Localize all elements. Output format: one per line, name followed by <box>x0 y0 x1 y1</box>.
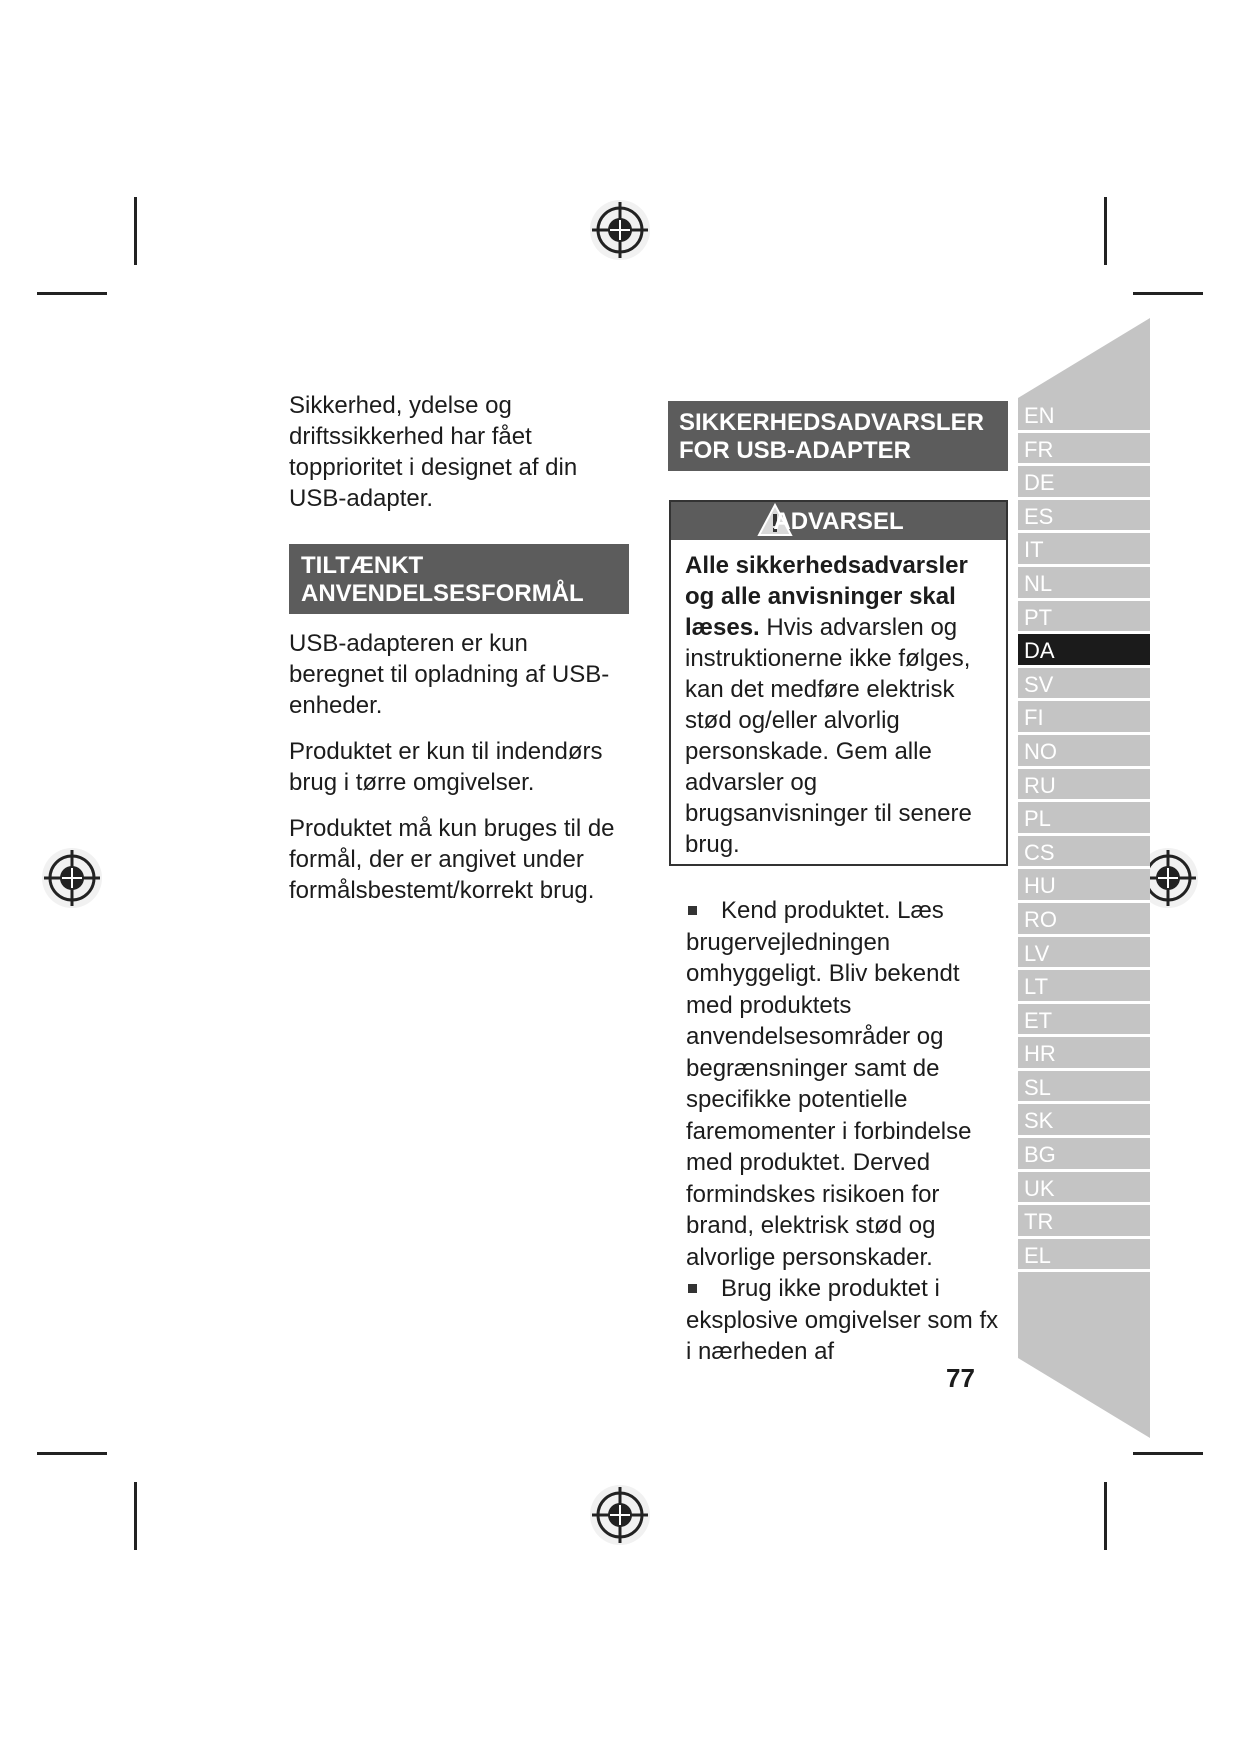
tab-language-lt[interactable]: LT <box>1018 970 1150 1004</box>
crop-mark <box>1104 197 1107 265</box>
crop-mark <box>134 197 137 265</box>
body-paragraph: Produktet må kun bruges til de formål, der er angivet under formålsbestemt/korrekt brug. <box>289 815 615 904</box>
bullet-square-icon <box>688 906 697 915</box>
crop-mark <box>1133 292 1203 295</box>
tab-language-sl[interactable]: SL <box>1018 1071 1150 1105</box>
tab-language-tr[interactable]: TR <box>1018 1205 1150 1239</box>
safety-bullet-list <box>686 895 1006 1368</box>
tab-language-fr[interactable]: FR <box>1018 433 1150 467</box>
tab-language-hu[interactable]: HU <box>1018 869 1150 903</box>
crop-mark <box>37 292 107 295</box>
tab-language-uk[interactable]: UK <box>1018 1172 1150 1206</box>
left-column <box>289 390 629 921</box>
registration-mark-icon <box>580 190 660 270</box>
warning-header <box>671 502 1006 540</box>
body-paragraph: Produktet er kun til indendørs brug i tørre omgivelser. <box>289 738 603 796</box>
tab-language-ru[interactable]: RU <box>1018 769 1150 803</box>
warning-title: ADVARSEL <box>773 508 904 535</box>
section-heading-safety-warnings: SIKKERHEDSADVARSLER FOR USB-ADAPTER <box>668 401 1008 471</box>
bullet-square-icon <box>688 1284 697 1293</box>
tab-language-el[interactable]: EL <box>1018 1239 1150 1273</box>
tab-language-pt[interactable]: PT <box>1018 601 1150 635</box>
tab-language-de[interactable]: DE <box>1018 466 1150 500</box>
tab-language-lv[interactable]: LV <box>1018 937 1150 971</box>
tab-language-et[interactable]: ET <box>1018 1004 1150 1038</box>
tab-language-en[interactable]: EN <box>1018 399 1150 433</box>
body-paragraph: USB-adapteren er kun beregnet til opladning af USB-enheder. <box>289 630 610 719</box>
tab-language-ro[interactable]: RO <box>1018 903 1150 937</box>
language-tabs <box>1018 399 1150 1272</box>
page-number: 77 <box>946 1363 975 1393</box>
right-column-heading <box>668 401 1008 471</box>
registration-mark-icon <box>32 838 112 918</box>
tab-language-sk[interactable]: SK <box>1018 1104 1150 1138</box>
tab-language-es[interactable]: ES <box>1018 500 1150 534</box>
tab-language-nl[interactable]: NL <box>1018 567 1150 601</box>
tab-language-no[interactable]: NO <box>1018 735 1150 769</box>
list-item: Kend produktet. Læs brugervejledningen omhyggeligt. Bliv bekendt med produktets anvendelsesområder og begrænsninger samt de specifikke potentielle faremomenter i forbindelse med produktet. Derved formindskes risikoen for brand, elektrisk stød og alvorlige personskader. <box>686 897 972 1271</box>
section-heading-intended-use: TILTÆNKT ANVENDELSESFORMÅL <box>289 544 629 614</box>
crop-mark <box>1104 1482 1107 1550</box>
crop-mark <box>37 1452 107 1455</box>
tab-language-hr[interactable]: HR <box>1018 1037 1150 1071</box>
list-item: Brug ikke produktet i eksplosive omgivelser som fx i nærheden af <box>686 1275 999 1365</box>
tab-language-da[interactable]: DA <box>1018 634 1150 668</box>
warning-text: Alle sikkerhedsadvarsler og alle anvisninger skal læses. Hvis advarslen og instruktionerne ikke følges, kan det medføre elektrisk stød og/eller alvorlig personskade. Gem alle advarsler og brugsanvisninger til senere brug. <box>685 552 972 858</box>
tab-language-pl[interactable]: PL <box>1018 802 1150 836</box>
tab-language-fi[interactable]: FI <box>1018 701 1150 735</box>
crop-mark <box>134 1482 137 1550</box>
registration-mark-icon <box>580 1475 660 1555</box>
tab-language-it[interactable]: IT <box>1018 533 1150 567</box>
tab-language-sv[interactable]: SV <box>1018 668 1150 702</box>
warning-box <box>669 500 1008 866</box>
intro-paragraph: Sikkerhed, ydelse og driftssikkerhed har fået topprioritet i designet af din USB-adapter. <box>289 392 578 512</box>
crop-mark <box>1133 1452 1203 1455</box>
tab-language-bg[interactable]: BG <box>1018 1138 1150 1172</box>
tab-language-cs[interactable]: CS <box>1018 836 1150 870</box>
